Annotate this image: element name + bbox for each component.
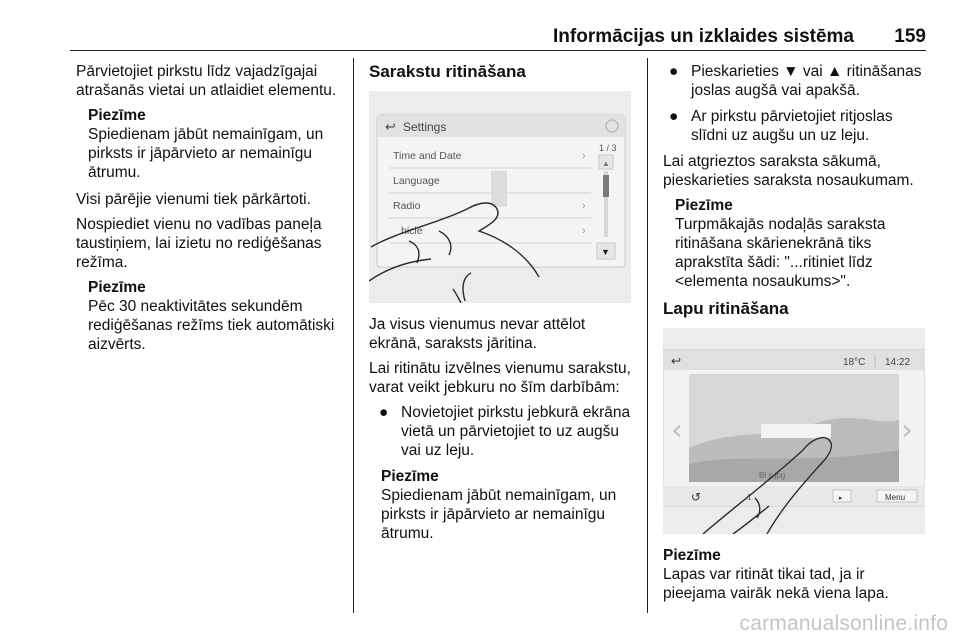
- chevron-right-icon: ›: [901, 413, 913, 448]
- note-title: Piezīme: [88, 279, 146, 296]
- note-box: [663, 546, 927, 603]
- screen-title: Settings: [403, 120, 447, 134]
- paragraph: Visi pārējie vienumi tiek pārkārtoti.: [76, 191, 311, 208]
- note-title: Piezīme: [663, 547, 721, 564]
- clock: 14:22: [885, 357, 911, 368]
- page-indicator: 1 / 3: [599, 143, 617, 153]
- note-text: Pēc 30 neaktivitātes sekundēm rediģēšanas režīms tiek automātiski aizvērts.: [88, 298, 335, 353]
- paragraph: Pārvietojiet pirkstu līdz vajadzīgajai atrašanās vietai un atlaidiet elementu.: [76, 63, 337, 99]
- drag-highlight: [491, 171, 507, 207]
- note-box: [675, 196, 927, 291]
- paragraph: Ja visus vienumus nevar attēlot ekrānā, saraksts jāritina.: [369, 316, 586, 352]
- chevron-right-icon: ›: [582, 200, 586, 212]
- list-item: hicle: [401, 225, 423, 237]
- bullet-icon: ●: [379, 404, 389, 421]
- page-counter: 1: [747, 493, 752, 502]
- paragraph: Lai atgrieztos saraksta sākumā, pieskarieties saraksta nosaukumam.: [663, 153, 914, 189]
- page-header: [70, 22, 926, 50]
- section-heading: Lapu ritināšana: [663, 299, 789, 318]
- page-number: 159: [894, 26, 926, 47]
- triangle-down-icon: ▼: [601, 247, 610, 257]
- bullet-item: [379, 403, 635, 460]
- note-box: [88, 106, 344, 182]
- photo-label: Bl s.jpg: [759, 471, 786, 480]
- paragraph: Lai ritinātu izvēlnes vienumu sarakstu, varat veikt jebkuru no šīm darbībām:: [369, 360, 631, 396]
- note-text: Spiedienam jābūt nemainīgam, un pirksts ir jāpārvieto ar nemainīgu ātrumu.: [88, 126, 324, 181]
- header-rule: [70, 50, 926, 51]
- column-divider-1: [353, 58, 354, 613]
- column-2: [369, 62, 635, 551]
- page-scroll-figure: [663, 328, 925, 534]
- bullet-icon: ●: [669, 63, 679, 80]
- list-item: Language: [393, 175, 440, 187]
- menu-button-label: Menu: [885, 493, 906, 502]
- watermark: carmanualsonline.info: [739, 612, 948, 635]
- note-text: Lapas var ritināt tikai tad, ja ir pieejama vairāk nekā viena lapa.: [663, 566, 889, 602]
- play-icon: ▸: [839, 495, 843, 502]
- note-title: Piezīme: [675, 197, 733, 214]
- triangle-up-icon: ▲: [602, 159, 610, 168]
- bullet-text: Novietojiet pirkstu jebkurā ekrāna vietā un pārvietojiet to uz augšu vai uz leju.: [401, 404, 631, 459]
- column-3: [663, 62, 927, 611]
- note-text: Turpmākajās nodaļās saraksta ritināšana skārienekrānā tiks aprakstīta šādi: "...ritiniet līdz <elementa nosaukums>".: [675, 216, 886, 290]
- back-icon: ↩: [385, 120, 396, 135]
- bullet-text: Pieskarieties ▼ vai ▲ ritināšanas joslas augšā vai apakšā.: [691, 63, 922, 99]
- photo-highlight: [761, 424, 831, 438]
- scroll-thumb: [603, 175, 609, 197]
- bullet-icon: ●: [669, 108, 679, 125]
- chevron-right-icon: ›: [582, 150, 586, 162]
- note-text: Spiedienam jābūt nemainīgam, un pirksts ir jāpārvieto ar nemainīgu ātrumu.: [381, 487, 617, 542]
- chevron-right-icon: ›: [582, 225, 586, 237]
- chevron-left-icon: ‹: [671, 413, 683, 448]
- paragraph: Nospiediet vienu no vadības paneļa taustiņiem, lai izietu no rediģēšanas režīma.: [76, 216, 322, 271]
- list-item: Radio: [393, 200, 421, 212]
- note-box: [381, 467, 635, 543]
- bullet-item: [669, 107, 927, 145]
- chapter-title: Informācijas un izklaides sistēma: [553, 26, 854, 47]
- note-title: Piezīme: [88, 107, 146, 124]
- note-box: [88, 278, 344, 354]
- temperature: 18°C: [843, 357, 866, 368]
- column-1: [76, 62, 344, 362]
- column-divider-2: [647, 58, 648, 613]
- section-heading: Sarakstu ritināšana: [369, 62, 526, 81]
- settings-list-figure: [369, 91, 631, 303]
- rotate-icon: ↺: [691, 490, 702, 504]
- note-title: Piezīme: [381, 468, 439, 485]
- back-icon: ↩: [671, 354, 682, 368]
- bullet-text: Ar pirkstu pārvietojiet ritjoslas slīdni uz augšu un uz leju.: [691, 108, 893, 144]
- bullet-item: [669, 62, 927, 100]
- list-item: Time and Date: [393, 150, 462, 162]
